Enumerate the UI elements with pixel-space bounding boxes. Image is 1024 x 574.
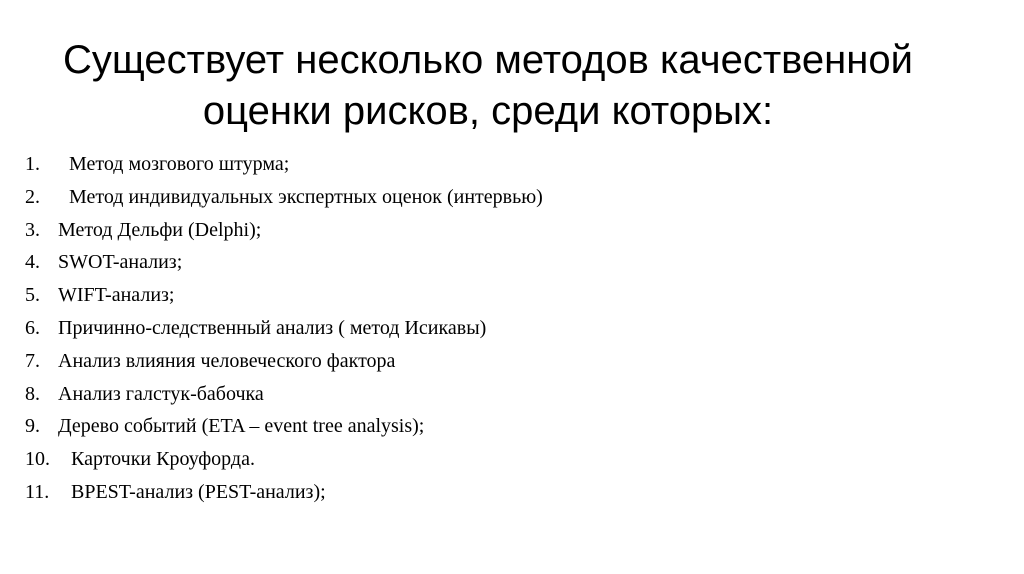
list-item — [25, 279, 543, 312]
list-item-number: 7. — [25, 349, 40, 372]
list-item-text: Анализ галстук-бабочка — [58, 382, 264, 405]
list-item-text: BPEST-анализ (PEST-анализ); — [71, 480, 326, 503]
list-item — [25, 181, 543, 214]
list-item — [25, 443, 543, 476]
list-item-number: 10. — [25, 448, 50, 471]
list-item-text: Причинно-следственный анализ ( метод Исикавы) — [58, 316, 487, 339]
list-item — [25, 246, 543, 279]
list-item — [25, 148, 543, 181]
list-item-number: 1. — [25, 153, 40, 175]
list-item-number: 8. — [25, 382, 40, 405]
list-item-number: 6. — [25, 316, 40, 339]
list-item-text: Анализ влияния человеческого фактора — [58, 349, 396, 372]
list-item-text: Метод Дельфи (Delphi); — [58, 218, 262, 241]
list-item — [25, 378, 543, 411]
list-item — [25, 476, 543, 509]
list-item-text: Метод индивидуальных экспертных оценок (интервью) — [69, 185, 543, 208]
list-item — [25, 312, 543, 345]
list-item-text: Карточки Кроуфорда. — [71, 448, 255, 471]
list-item-number: 5. — [25, 284, 40, 307]
list-item-number: 4. — [25, 251, 40, 274]
list-item-number: 9. — [25, 415, 40, 438]
list-item-text: SWOT-анализ; — [58, 251, 183, 274]
slide-title — [0, 35, 976, 137]
list-item — [25, 345, 543, 378]
list-item-text: Метод мозгового штурма; — [69, 153, 290, 175]
list-item — [25, 410, 543, 443]
list-item-number: 11. — [25, 480, 50, 503]
list-item — [25, 214, 543, 247]
list-item-text: Дерево событий (ETA – event tree analysis); — [58, 415, 425, 438]
methods-list — [25, 148, 543, 509]
list-item-number: 2. — [25, 185, 40, 208]
slide-title-line-2: оценки рисков, среди которых: — [202, 89, 774, 133]
list-item-text: WIFT-анализ; — [58, 284, 175, 307]
slide-title-line-1: Существует несколько методов качественной — [63, 38, 913, 82]
list-item-number: 3. — [25, 218, 40, 241]
